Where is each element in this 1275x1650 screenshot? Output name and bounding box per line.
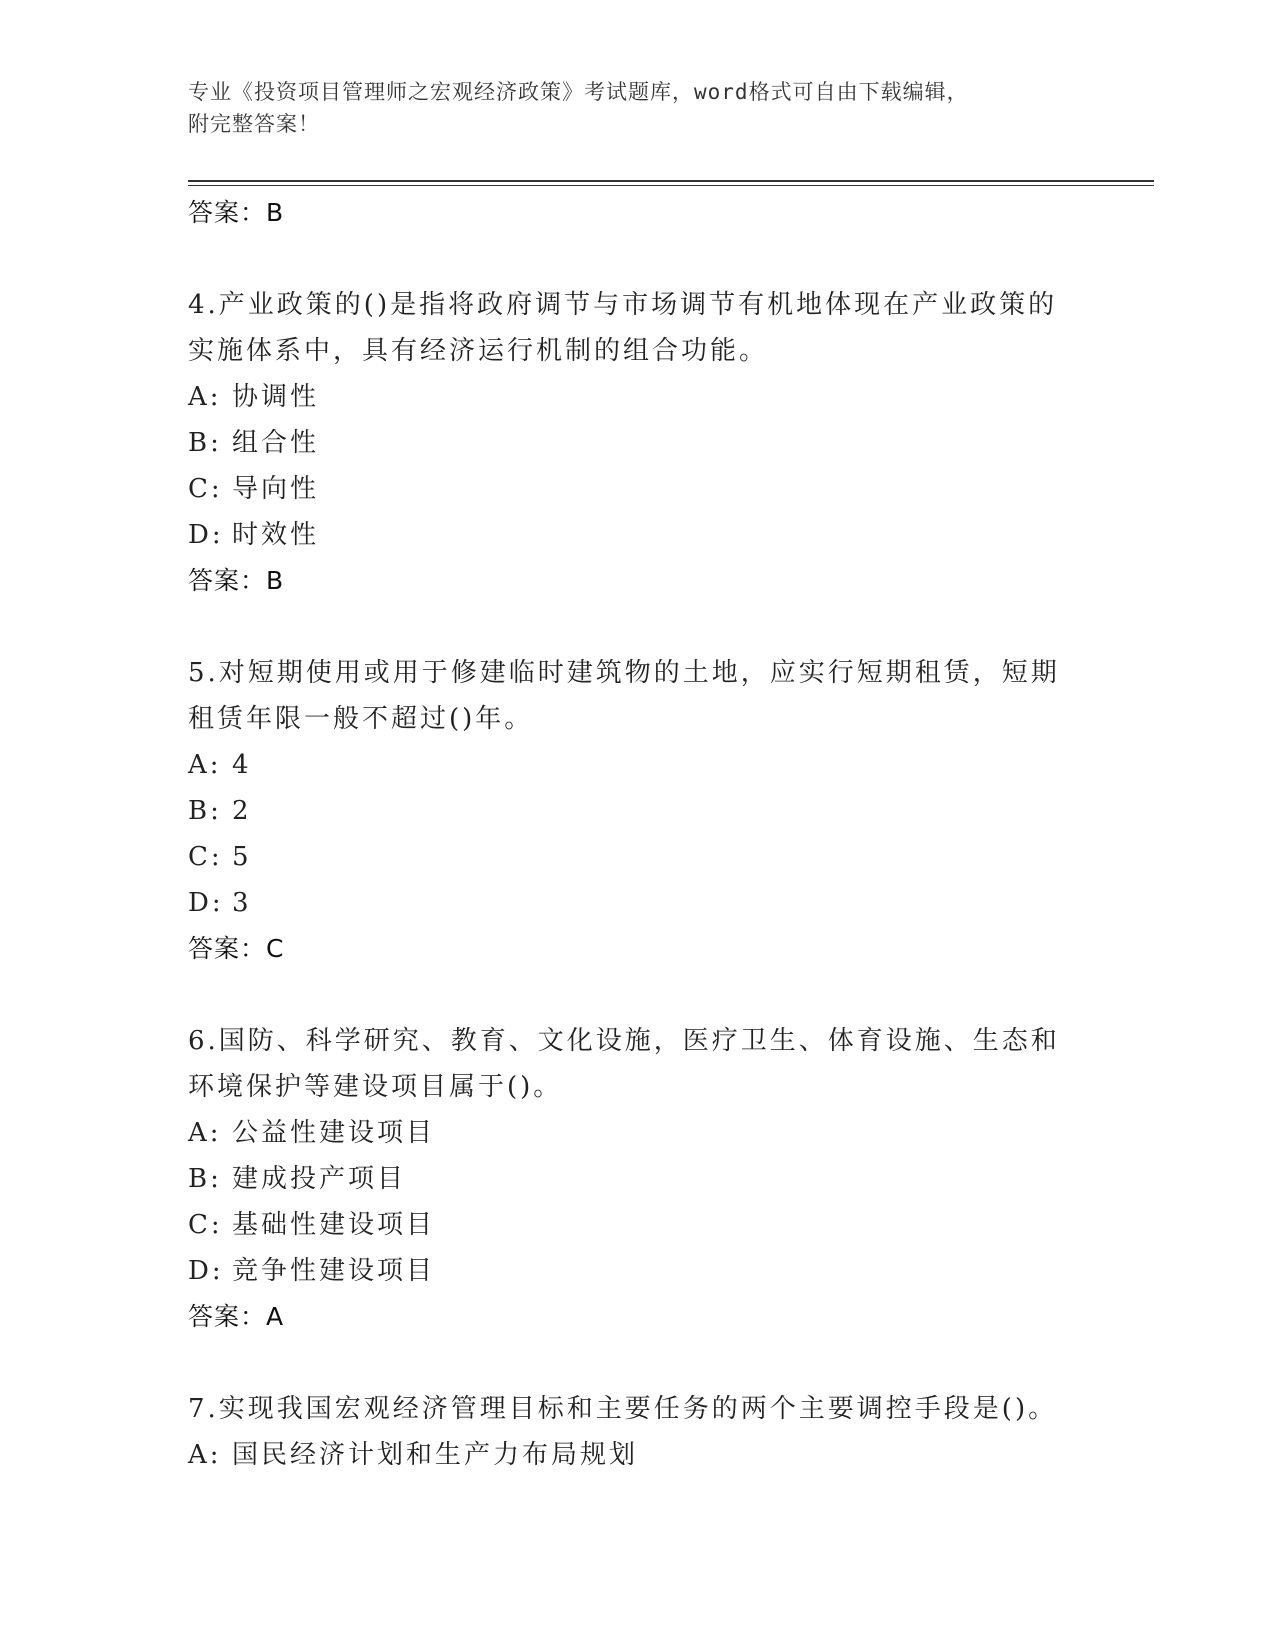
question-4 <box>188 282 1068 604</box>
option-label: A: <box>188 1440 222 1470</box>
answer-line: 答案：B <box>188 198 285 227</box>
option-text: 建成投产项目 <box>232 1164 407 1194</box>
document-header <box>188 76 1068 140</box>
header-line-2: 附完整答案！ <box>188 112 320 136</box>
option-label: A: <box>188 1118 222 1148</box>
option-label: C: <box>188 842 223 872</box>
option-text: 公益性建设项目 <box>232 1118 436 1148</box>
option-text: 竞争性建设项目 <box>232 1256 436 1286</box>
question-text: 6.国防、科学研究、教育、文化设施，医疗卫生、体育设施、生态和 <box>188 1026 1060 1056</box>
option-label: A: <box>188 382 222 412</box>
option-b <box>188 1156 1068 1202</box>
question-list <box>188 190 1068 1478</box>
header-line-1: 专业《投资项目管理师之宏观经济政策》考试题库，word格式可自由下载编辑， <box>188 80 969 104</box>
option-label: C: <box>188 1210 223 1240</box>
option-d <box>188 1248 1068 1294</box>
option-label: B: <box>188 796 222 826</box>
option-label: B: <box>188 428 222 458</box>
option-text: 国民经济计划和生产力布局规划 <box>232 1440 639 1470</box>
question-text: 环境保护等建设项目属于()。 <box>188 1072 563 1102</box>
option-label: A: <box>188 750 222 780</box>
question-text: 实施体系中，具有经济运行机制的组合功能。 <box>188 336 769 366</box>
option-c <box>188 834 1068 880</box>
option-a <box>188 742 1068 788</box>
option-a <box>188 1432 1068 1478</box>
option-text: 导向性 <box>232 474 320 504</box>
answer-line: 答案：B <box>188 566 285 595</box>
option-d <box>188 512 1068 558</box>
option-text: 4 <box>232 750 252 780</box>
answer-line: 答案：A <box>188 1302 285 1331</box>
option-b <box>188 788 1068 834</box>
option-label: B: <box>188 1164 222 1194</box>
option-a <box>188 1110 1068 1156</box>
question-text: 7.实现我国宏观经济管理目标和主要任务的两个主要调控手段是()。 <box>188 1394 1058 1424</box>
option-text: 协调性 <box>232 382 320 412</box>
option-a <box>188 374 1068 420</box>
option-label: D: <box>188 888 224 918</box>
question-6 <box>188 1018 1068 1340</box>
question-5 <box>188 650 1068 972</box>
header-divider-thin <box>188 185 1154 186</box>
option-b <box>188 420 1068 466</box>
option-label: D: <box>188 1256 224 1286</box>
option-text: 基础性建设项目 <box>232 1210 436 1240</box>
option-d <box>188 880 1068 926</box>
option-text: 2 <box>232 796 252 826</box>
question-7 <box>188 1386 1068 1478</box>
header-divider-thick <box>188 180 1154 182</box>
option-text: 时效性 <box>232 520 320 550</box>
option-text: 组合性 <box>232 428 320 458</box>
option-c <box>188 466 1068 512</box>
option-label: C: <box>188 474 223 504</box>
option-text: 3 <box>232 888 252 918</box>
question-text: 5.对短期使用或用于修建临时建筑物的土地，应实行短期租赁，短期 <box>188 658 1060 688</box>
answer-line: 答案：C <box>188 934 285 963</box>
option-label: D: <box>188 520 224 550</box>
question-text: 租赁年限一般不超过()年。 <box>188 704 534 734</box>
question-text: 4.产业政策的()是指将政府调节与市场调节有机地体现在产业政策的 <box>188 290 1058 320</box>
option-c <box>188 1202 1068 1248</box>
option-text: 5 <box>232 842 252 872</box>
